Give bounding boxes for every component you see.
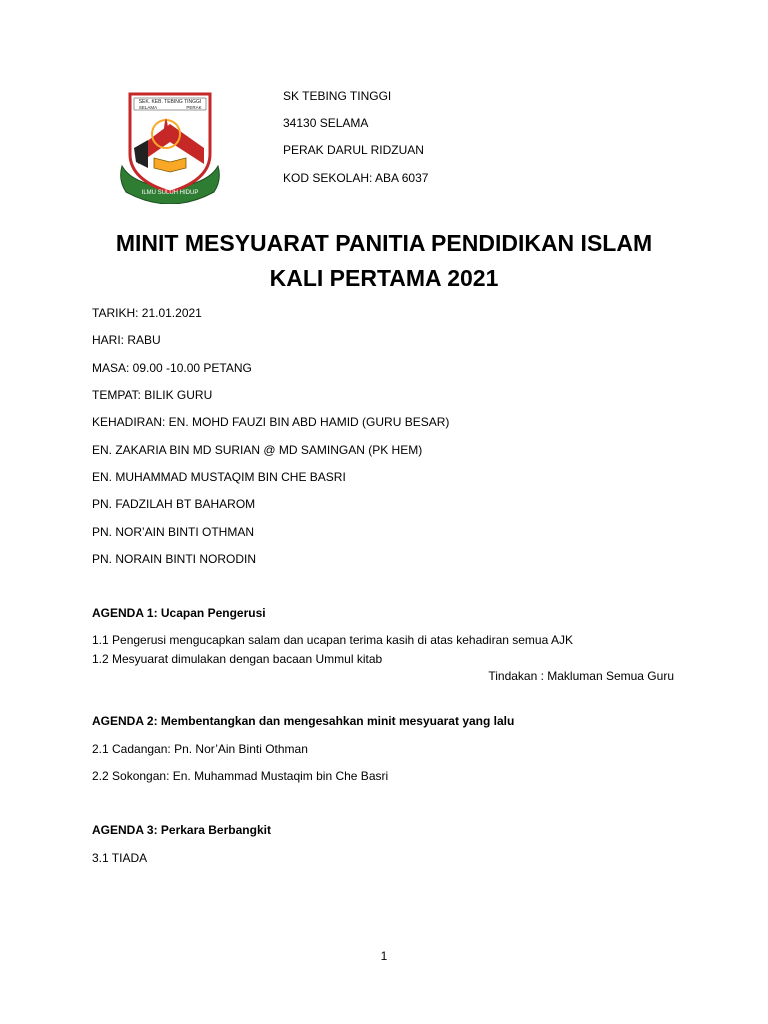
page-number: 1	[380, 949, 388, 963]
attendance-line: PN. NORAIN BINTI NORODIN	[92, 552, 257, 566]
attendance-line: KEHADIRAN: EN. MOHD FAUZI BIN ABD HAMID (GURU BESAR)	[92, 415, 450, 429]
school-postcode-town: 34130 SELAMA	[283, 116, 369, 130]
attendance-line: EN. ZAKARIA BIN MD SURIAN @ MD SAMINGAN (PK HEM)	[92, 443, 423, 457]
attendance-line: PN. NOR’AIN BINTI OTHMAN	[92, 525, 255, 539]
attendance-line: EN. MUHAMMAD MUSTAQIM BIN CHE BASRI	[92, 470, 346, 484]
meeting-time: MASA: 09.00 -10.00 PETANG	[92, 361, 252, 375]
agenda-1-item: 1.2 Mesyuarat dimulakan dengan bacaan Ummul kitab	[92, 652, 383, 666]
agenda-3-heading: AGENDA 3: Perkara Berbangkit	[92, 823, 271, 837]
title-line-2: KALI PERTAMA 2021	[269, 265, 499, 291]
meeting-place: TEMPAT: BILIK GURU	[92, 388, 213, 402]
logo-top-text: SEK. KEB. TEBING TINGGI	[138, 99, 202, 105]
title-line-1: MINIT MESYUARAT PANITIA PENDIDIKAN ISLAM	[115, 230, 653, 256]
logo-left-text: SELAMA	[138, 105, 158, 110]
school-name: SK TEBING TINGGI	[283, 89, 392, 103]
school-crest-logo	[118, 88, 222, 204]
agenda-1-item: 1.1 Pengerusi mengucapkan salam dan ucapan terima kasih di atas kehadiran semua AJK	[92, 633, 573, 647]
logo-motto: ILMU SULUH HIDUP	[141, 190, 199, 196]
agenda-2-item: 2.1 Cadangan: Pn. Nor’Ain Binti Othman	[92, 742, 308, 756]
school-code: KOD SEKOLAH: ABA 6037	[283, 171, 429, 185]
attendance-line: PN. FADZILAH BT BAHAROM	[92, 497, 256, 511]
meeting-day: HARI: RABU	[92, 333, 161, 347]
school-state: PERAK DARUL RIDZUAN	[283, 143, 424, 157]
agenda-1-heading: AGENDA 1: Ucapan Pengerusi	[92, 606, 266, 620]
agenda-3-item: 3.1 TIADA	[92, 851, 148, 865]
agenda-2-heading: AGENDA 2: Membentangkan dan mengesahkan minit mesyuarat yang lalu	[92, 714, 515, 728]
logo-right-text: PERAK	[186, 105, 202, 110]
meeting-date: TARIKH: 21.01.2021	[92, 306, 202, 320]
agenda-1-action: Tindakan : Makluman Semua Guru	[488, 669, 674, 683]
agenda-2-item: 2.2 Sokongan: En. Muhammad Mustaqim bin Che Basri	[92, 769, 389, 783]
